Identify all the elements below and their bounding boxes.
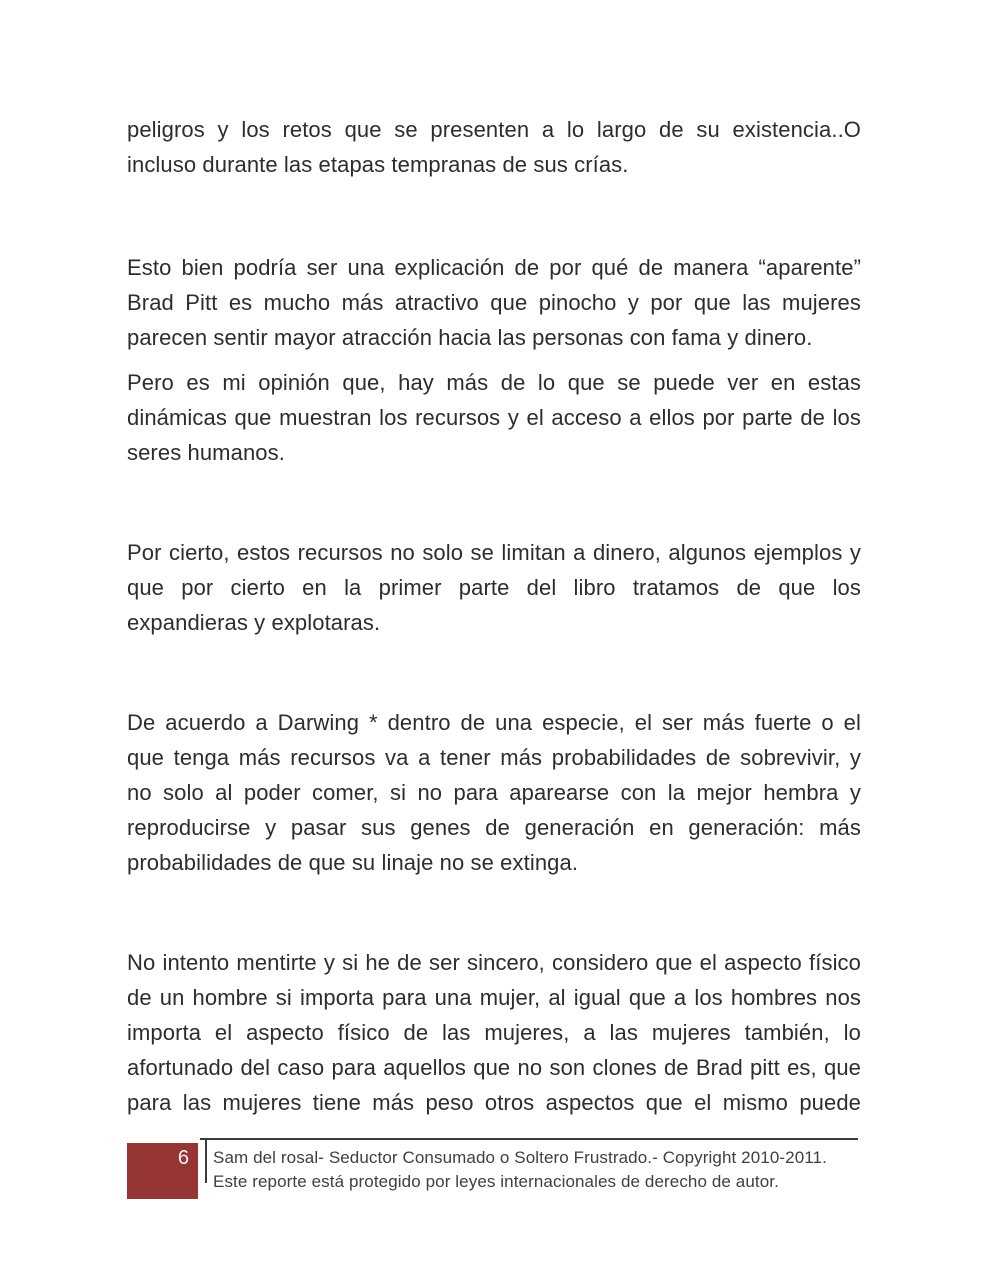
paragraph-line: no solo al poder comer, si no para aparearse con la mejor hembra y	[127, 780, 861, 805]
page-number: 6	[177, 1147, 189, 1169]
paragraph-line: De acuerdo a Darwing * dentro de una especie, el ser más fuerte o el	[127, 710, 861, 735]
paragraph-line: expandieras y explotaras.	[127, 610, 381, 635]
paragraph	[127, 365, 861, 470]
paragraph-line: incluso durante las etapas tempranas de sus crías.	[127, 152, 629, 177]
paragraph	[127, 705, 861, 880]
footer-copyright-line-2: Este reporte está protegido por leyes internacionales de derecho de autor.	[213, 1172, 779, 1191]
paragraph-line: parecen sentir mayor atracción hacia las personas con fama y dinero.	[127, 325, 813, 350]
paragraph-line: que por cierto en la primer parte del libro tratamos de que los	[127, 575, 861, 600]
page-number-box	[127, 1143, 198, 1199]
paragraph	[127, 945, 861, 1120]
paragraph-line: No intento mentirte y si he de ser sincero, considero que el aspecto físico	[127, 950, 861, 975]
paragraph-line: dinámicas que muestran los recursos y el acceso a ellos por parte de los	[127, 405, 861, 430]
paragraph-line: afortunado del caso para aquellos que no son clones de Brad pitt es, que	[127, 1055, 861, 1080]
paragraph-line: reproducirse y pasar sus genes de generación en generación: más	[127, 815, 861, 840]
page-body	[127, 112, 861, 1120]
paragraph-line: Pero es mi opinión que, hay más de lo que se puede ver en estas	[127, 370, 861, 395]
paragraph-line: que tenga más recursos va a tener más probabilidades de sobrevivir, y	[127, 745, 861, 770]
paragraph-line: probabilidades de que su linaje no se extinga.	[127, 850, 579, 875]
paragraph-line: seres humanos.	[127, 440, 285, 465]
paragraph	[127, 250, 861, 355]
paragraph	[127, 112, 861, 182]
paragraph-line: Brad Pitt es mucho más atractivo que pinocho y por que las mujeres	[127, 290, 861, 315]
paragraph-line: para las mujeres tiene más peso otros aspectos que el mismo puede	[127, 1090, 861, 1115]
paragraph-line: peligros y los retos que se presenten a lo largo de su existencia..O	[127, 117, 861, 142]
footer-copyright-line-1: Sam del rosal- Seductor Consumado o Soltero Frustrado.- Copyright 2010-2011.	[213, 1148, 827, 1167]
paragraph-line: Por cierto, estos recursos no solo se limitan a dinero, algunos ejemplos y	[127, 540, 861, 565]
paragraph-line: Esto bien podría ser una explicación de por qué de manera “aparente”	[127, 255, 861, 280]
paragraph	[127, 535, 861, 640]
page-footer	[213, 1146, 873, 1194]
paragraph-line: de un hombre si importa para una mujer, al igual que a los hombres nos	[127, 985, 861, 1010]
footer-vertical-line	[205, 1139, 207, 1183]
footer-divider-line	[200, 1138, 858, 1140]
paragraph-line: importa el aspecto físico de las mujeres, a las mujeres también, lo	[127, 1020, 861, 1045]
